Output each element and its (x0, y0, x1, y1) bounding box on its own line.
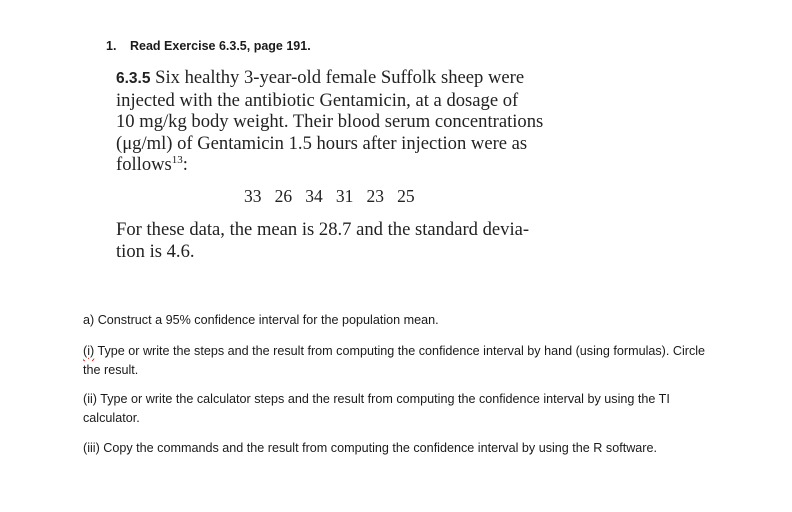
question-ii: (ii) Type or write the calculator steps and the result from computing the confidence interval by using the TI calculator. (83, 392, 670, 425)
question-iii: (iii) Copy the commands and the result from computing the confidence interval by using the R software. (83, 441, 657, 455)
question-a: a) Construct a 95% confidence interval for the population mean. (83, 313, 439, 327)
excerpt-line-1-text: Six healthy 3-year-old female Suffolk sheep were (150, 67, 525, 88)
textbook-excerpt (116, 67, 584, 176)
heading-text: Read Exercise 6.3.5, page 191. (130, 39, 311, 53)
excerpt-line-1 (116, 67, 584, 90)
summary-line-1: For these data, the mean is 28.7 and the standard devia- (116, 219, 530, 240)
heading-number: 1. (106, 39, 117, 53)
excerpt-line-3: 10 mg/kg body weight. Their blood serum concentrations (116, 111, 544, 133)
exercise-heading (106, 39, 311, 53)
question-i-text: Type or write the steps and the result from computing the confidence interval by hand (using formulas). Circle the result. (83, 344, 706, 377)
excerpt-line-4: (μg/ml) of Gentamicin 1.5 hours after injection were as (116, 132, 528, 154)
question-i (83, 342, 723, 379)
excerpt-line-2: injected with the antibiotic Gentamicin, at a dosage of (116, 89, 519, 111)
excerpt-line-5-end: : (182, 154, 188, 176)
footnote-marker: 13 (171, 154, 183, 167)
data-values: 33 26 34 31 23 25 (244, 186, 415, 206)
excerpt-line-5 (116, 154, 584, 176)
summary-line-2: tion is 4.6. (116, 240, 195, 262)
data-summary (116, 219, 584, 262)
spellcheck-marked-label: (i) (83, 344, 95, 358)
excerpt-line-5-text: follows (116, 154, 172, 176)
exercise-number: 6.3.5 (116, 70, 151, 87)
